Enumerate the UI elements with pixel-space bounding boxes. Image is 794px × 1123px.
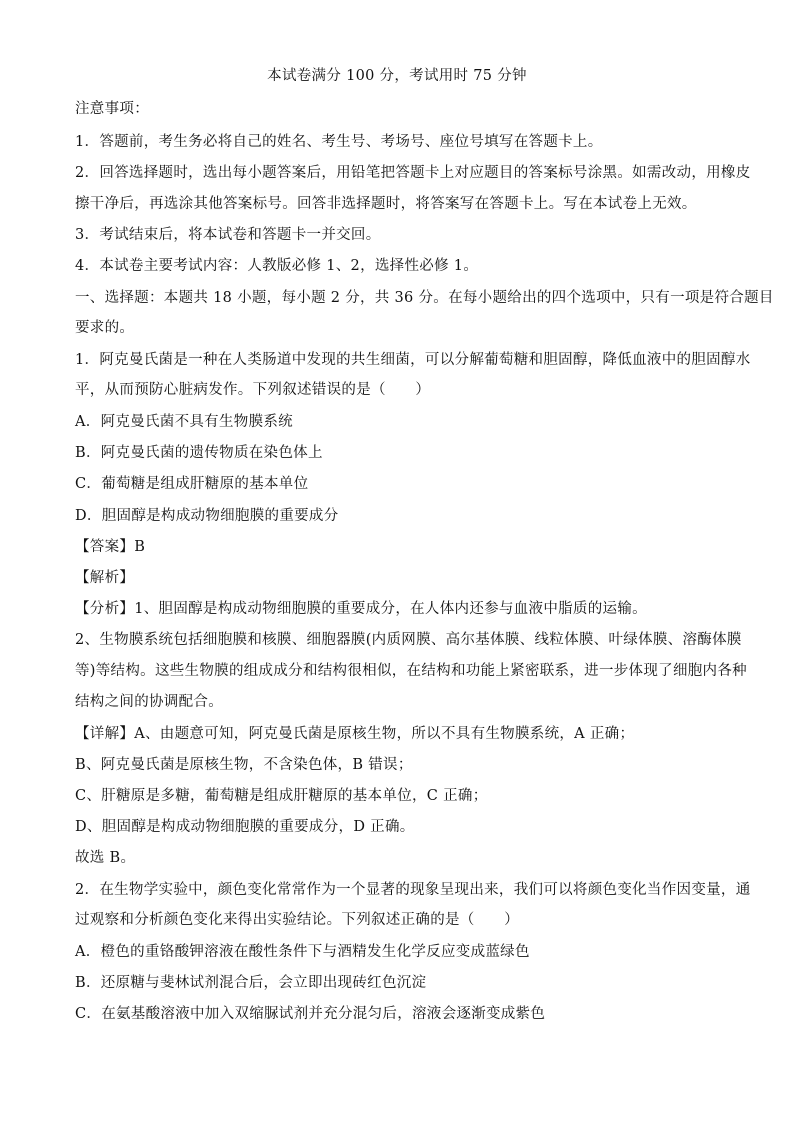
note-item: 2．回答选择题时，选出每小题答案后，用铅笔把答题卡上对应题目的答案标号涂黑。如需改动，用橡皮 (75, 165, 751, 181)
question-1-option-c: C．葡萄糖是组成肝糖原的基本单位 (75, 476, 309, 492)
section-heading: 一、选择题：本题共 18 小题，每小题 2 分，共 36 分。在每小题给出的四个选项中，只有一项是符合题目 (75, 290, 774, 306)
question-1-answer: 【答案】B (75, 539, 146, 555)
question-1-option-d: D．胆固醇是构成动物细胞膜的重要成分 (75, 508, 339, 524)
question-1-stem-cont: 平，从而预防心脏病发作。下列叙述错误的是（ ） (75, 382, 431, 398)
question-2-option-b: B．还原糖与斐林试剂混合后，会立即出现砖红色沉淀 (75, 975, 427, 991)
exam-title: 本试卷满分 100 分，考试用时 75 分钟 (267, 68, 527, 84)
question-2-stem-cont: 过观察和分析颜色变化来得出实验结论。下列叙述正确的是（ ） (75, 912, 519, 928)
question-1-detail-line: 【详解】A、由题意可知，阿克曼氏菌是原核生物，所以不具有生物膜系统，A 正确； (75, 726, 635, 742)
note-item: 1．答题前，考生务必将自己的姓名、考生号、考场号、座位号填写在答题卡上。 (75, 134, 603, 150)
note-item: 3．考试结束后，将本试卷和答题卡一并交回。 (75, 227, 381, 243)
note-item: 4．本试卷主要考试内容：人教版必修 1、2，选择性必修 1。 (75, 258, 479, 274)
question-1-option-b: B．阿克曼氏菌的遗传物质在染色体上 (75, 445, 323, 461)
question-2-option-a: A．橙色的重铬酸钾溶液在酸性条件下与酒精发生化学反应变成蓝绿色 (75, 944, 530, 960)
question-1-analysis-label: 【解析】 (75, 570, 135, 586)
question-1-analysis-line: 等)等结构。这些生物膜的组成成分和结构很相似，在结构和功能上紧密联系，进一步体现了细胞内各种 (75, 663, 747, 679)
question-1-conclusion: 故选 B。 (75, 850, 136, 866)
notes-heading: 注意事项： (75, 101, 149, 117)
question-1-stem: 1．阿克曼氏菌是一种在人类肠道中发现的共生细菌，可以分解葡萄糖和胆固醇，降低血液中的胆固醇水 (75, 352, 751, 368)
question-2-stem: 2．在生物学实验中，颜色变化常常作为一个显著的现象呈现出来，我们可以将颜色变化当作因变量，通 (75, 882, 751, 898)
question-2-option-c: C．在氨基酸溶液中加入双缩脲试剂并充分混匀后，溶液会逐渐变成紫色 (75, 1006, 546, 1022)
question-1-analysis-line: 结构之间的协调配合。 (75, 694, 223, 710)
question-1-analysis-line: 2、生物膜系统包括细胞膜和核膜、细胞器膜(内质网膜、高尔基体膜、线粒体膜、叶绿体膜、溶酶体膜 (75, 632, 742, 648)
question-1-detail-line: B、阿克曼氏菌是原核生物，不含染色体，B 错误； (75, 757, 413, 773)
question-1-analysis-line: 【分析】1、胆固醇是构成动物细胞膜的重要成分，在人体内还参与血液中脂质的运输。 (75, 601, 647, 617)
question-1-detail-line: C、肝糖原是多糖，葡萄糖是组成肝糖原的基本单位，C 正确； (75, 788, 488, 804)
question-1-detail-line: D、胆固醇是构成动物细胞膜的重要成分，D 正确。 (75, 819, 415, 835)
note-item: 擦干净后，再选涂其他答案标号。回答非选择题时，将答案写在答题卡上。写在本试卷上无效。 (75, 196, 697, 212)
question-1-option-a: A．阿克曼氏菌不具有生物膜系统 (75, 414, 293, 430)
section-heading-cont: 要求的。 (75, 320, 135, 336)
